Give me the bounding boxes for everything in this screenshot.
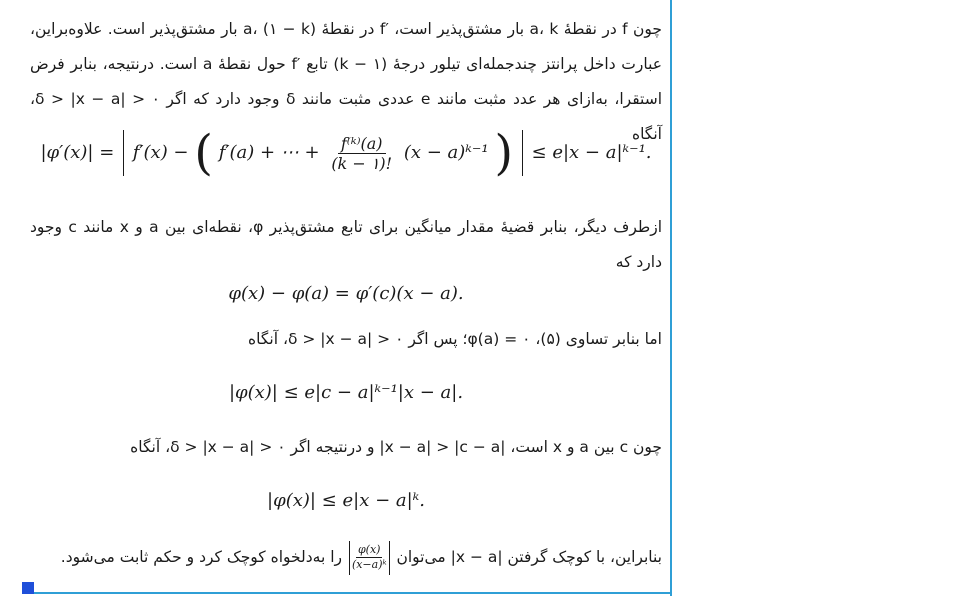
eq1-lhs: |φ′(x)| = <box>40 142 115 163</box>
margin-rule-vertical <box>670 0 672 596</box>
eq1-f-prime-x: f′(x) − <box>132 142 189 163</box>
eq1-power: (x − a)ᵏ⁻¹ <box>403 142 489 163</box>
equation-1 <box>30 125 662 181</box>
p5-start: بنابراین، با کوچک گرفتن |x − a| می‌توان <box>396 548 662 566</box>
paren-close: ) <box>494 125 514 181</box>
p5-end: را به‌دلخواه کوچک کرد و حکم ثابت می‌شود. <box>60 548 342 566</box>
eq1-fraction <box>328 134 395 173</box>
paragraph-5 <box>30 540 662 575</box>
equation-2: φ(x) − φ(a) = φ′(c)(x − a). <box>228 283 464 304</box>
qed-square-icon <box>22 582 34 594</box>
abs-bar-right <box>522 130 523 176</box>
paragraph-1: چون f در نقطهٔ a، k بار مشتق‌پذیر است، ′f در نقطهٔ a، (۱ − k) بار مشتق‌پذیر است. علاوه‌براین، عبارت داخل پرانتز چندجمله‌ای تیلور درجهٔ (۱ − k) تابع ′f حول نقطهٔ a است. درنتیجه، بنابر فرض استقرا، به‌ازای هر عدد مثبت مانند e عددی مثبت مانند δ وجود دارد که اگر δ > |x − a| > ۰، آنگاه <box>30 20 663 143</box>
eq1-rhs: ≤ e|x − a|ᵏ⁻¹. <box>531 142 652 163</box>
eq1-denominator: (k − ۱)! <box>331 153 393 173</box>
p5-abs-left <box>389 541 390 575</box>
equation-3: |φ(x)| ≤ e|c − a|ᵏ⁻¹|x − a|. <box>228 382 464 403</box>
p5-fraction <box>352 543 387 572</box>
p5-frac-num: φ(x) <box>357 543 381 556</box>
margin-rule-horizontal <box>28 592 672 594</box>
paragraph-4: چون c بین a و x است، |x − a| > |c − a| و درنتیجه اگر δ > |x − a| > ۰، آنگاه <box>130 438 662 456</box>
paragraph-3: اما بنابر تساوی (۵)، ۰ = φ(a)؛ پس اگر δ > |x − a| > ۰، آنگاه <box>248 330 662 348</box>
paren-open: ( <box>194 125 213 181</box>
eq1-numerator: f⁽ᵏ⁾(a) <box>338 134 386 154</box>
p5-abs-right <box>349 541 350 575</box>
abs-bar-left <box>123 130 124 176</box>
eq1-f-prime-a: f′(a) + ⋯ + <box>218 142 320 163</box>
equation-4: |φ(x)| ≤ e|x − a|ᵏ. <box>267 490 425 511</box>
paragraph-2: ازطرف دیگر، بنابر قضیهٔ مقدار میانگین برای تابع مشتق‌پذیر φ، نقطه‌ای بین a و x مانند c وجود دارد که <box>30 218 663 271</box>
p5-frac-den: (x−a)ᵏ <box>351 558 387 571</box>
